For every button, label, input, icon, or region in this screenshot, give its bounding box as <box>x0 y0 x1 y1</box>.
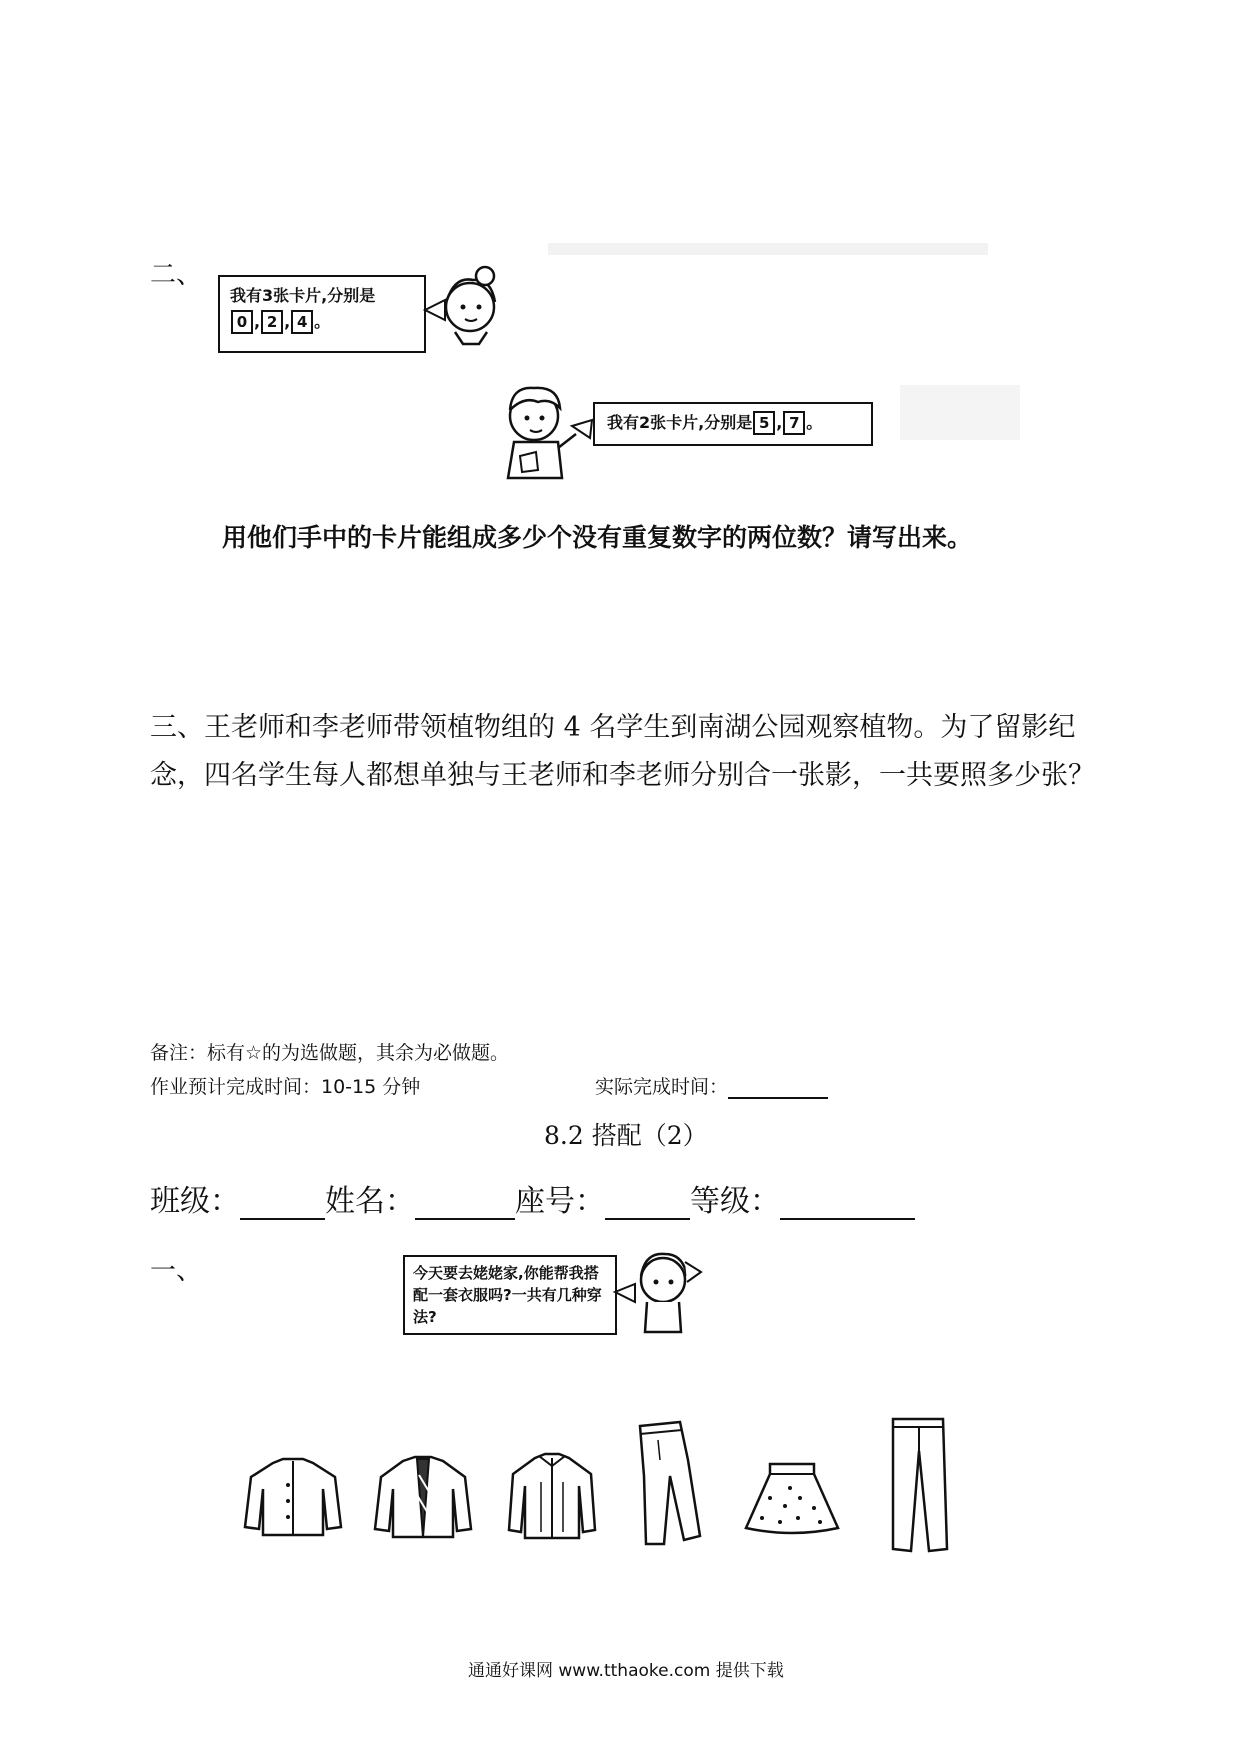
boy-speech-bubble: 我有2张卡片,分别是 5 , 7 。 <box>593 402 873 446</box>
girl-bubble-text: 我有3张卡片,分别是 <box>230 286 376 305</box>
jacket-icon <box>243 1457 343 1537</box>
sweater-icon <box>373 1455 473 1540</box>
student-info-row <box>150 1176 915 1220</box>
grade-blank[interactable] <box>780 1180 915 1220</box>
seat-blank[interactable] <box>605 1180 690 1220</box>
section3-question <box>150 704 1120 800</box>
actual-time-blank[interactable] <box>728 1075 828 1099</box>
grade-label: 等级： <box>690 1184 780 1219</box>
name-blank[interactable] <box>415 1180 515 1220</box>
girl-character-icon <box>425 262 505 362</box>
actual-time-label: 实际完成时间： <box>595 1076 729 1098</box>
actual-time <box>595 1072 828 1099</box>
number-card: 5 <box>753 411 775 435</box>
class-label: 班级： <box>150 1184 240 1219</box>
boy-bubble-text: 我有2张卡片,分别是 <box>607 413 753 432</box>
girl-character-icon <box>615 1242 710 1337</box>
number-card: 0 <box>231 310 253 334</box>
estimated-time: 作业预计完成时间：10-15 分钟 <box>150 1076 421 1098</box>
name-label: 姓名： <box>325 1184 415 1219</box>
number-card: 7 <box>783 411 805 435</box>
skirt-icon <box>740 1458 845 1538</box>
trousers-icon <box>885 1415 955 1555</box>
section1-number: 一、 <box>150 1256 203 1286</box>
girl-speech-bubble <box>218 275 426 353</box>
girl-cards: 0 , 2 , 4 。 <box>230 309 414 335</box>
scan-smudge <box>900 385 1020 440</box>
remark-note: 备注：标有☆的为选做题，其余为必做题。 <box>150 1042 510 1064</box>
footer-source: 通通好课网 www.tthaoke.com 提供下载 <box>468 1661 784 1681</box>
boy-character-icon <box>492 378 592 488</box>
section2-number: 二、 <box>150 260 203 290</box>
class-blank[interactable] <box>240 1180 325 1220</box>
shirt-icon <box>507 1452 597 1542</box>
seat-label: 座号： <box>515 1184 605 1219</box>
pants-icon <box>630 1420 710 1550</box>
number-card: 2 <box>261 310 283 334</box>
number-card: 4 <box>291 310 313 334</box>
section2-question: 用他们手中的卡片能组成多少个没有重复数字的两位数？请写出来。 <box>222 523 973 552</box>
section3-text: 王老师和李老师带领植物组的 4 名学生到南湖公园观察植物。为了留影纪念，四名学生每人都想单独与王老师和李老师分别合一张影，一共要照多少张？ <box>150 712 1095 791</box>
lesson-title: 8.2 搭配（2） <box>544 1121 708 1150</box>
section3-number: 三、 <box>150 712 204 743</box>
section1-speech-bubble: 今天要去姥姥家,你能帮我搭配一套衣服吗?一共有几种穿法? <box>403 1255 617 1335</box>
scan-smudge <box>548 243 988 255</box>
